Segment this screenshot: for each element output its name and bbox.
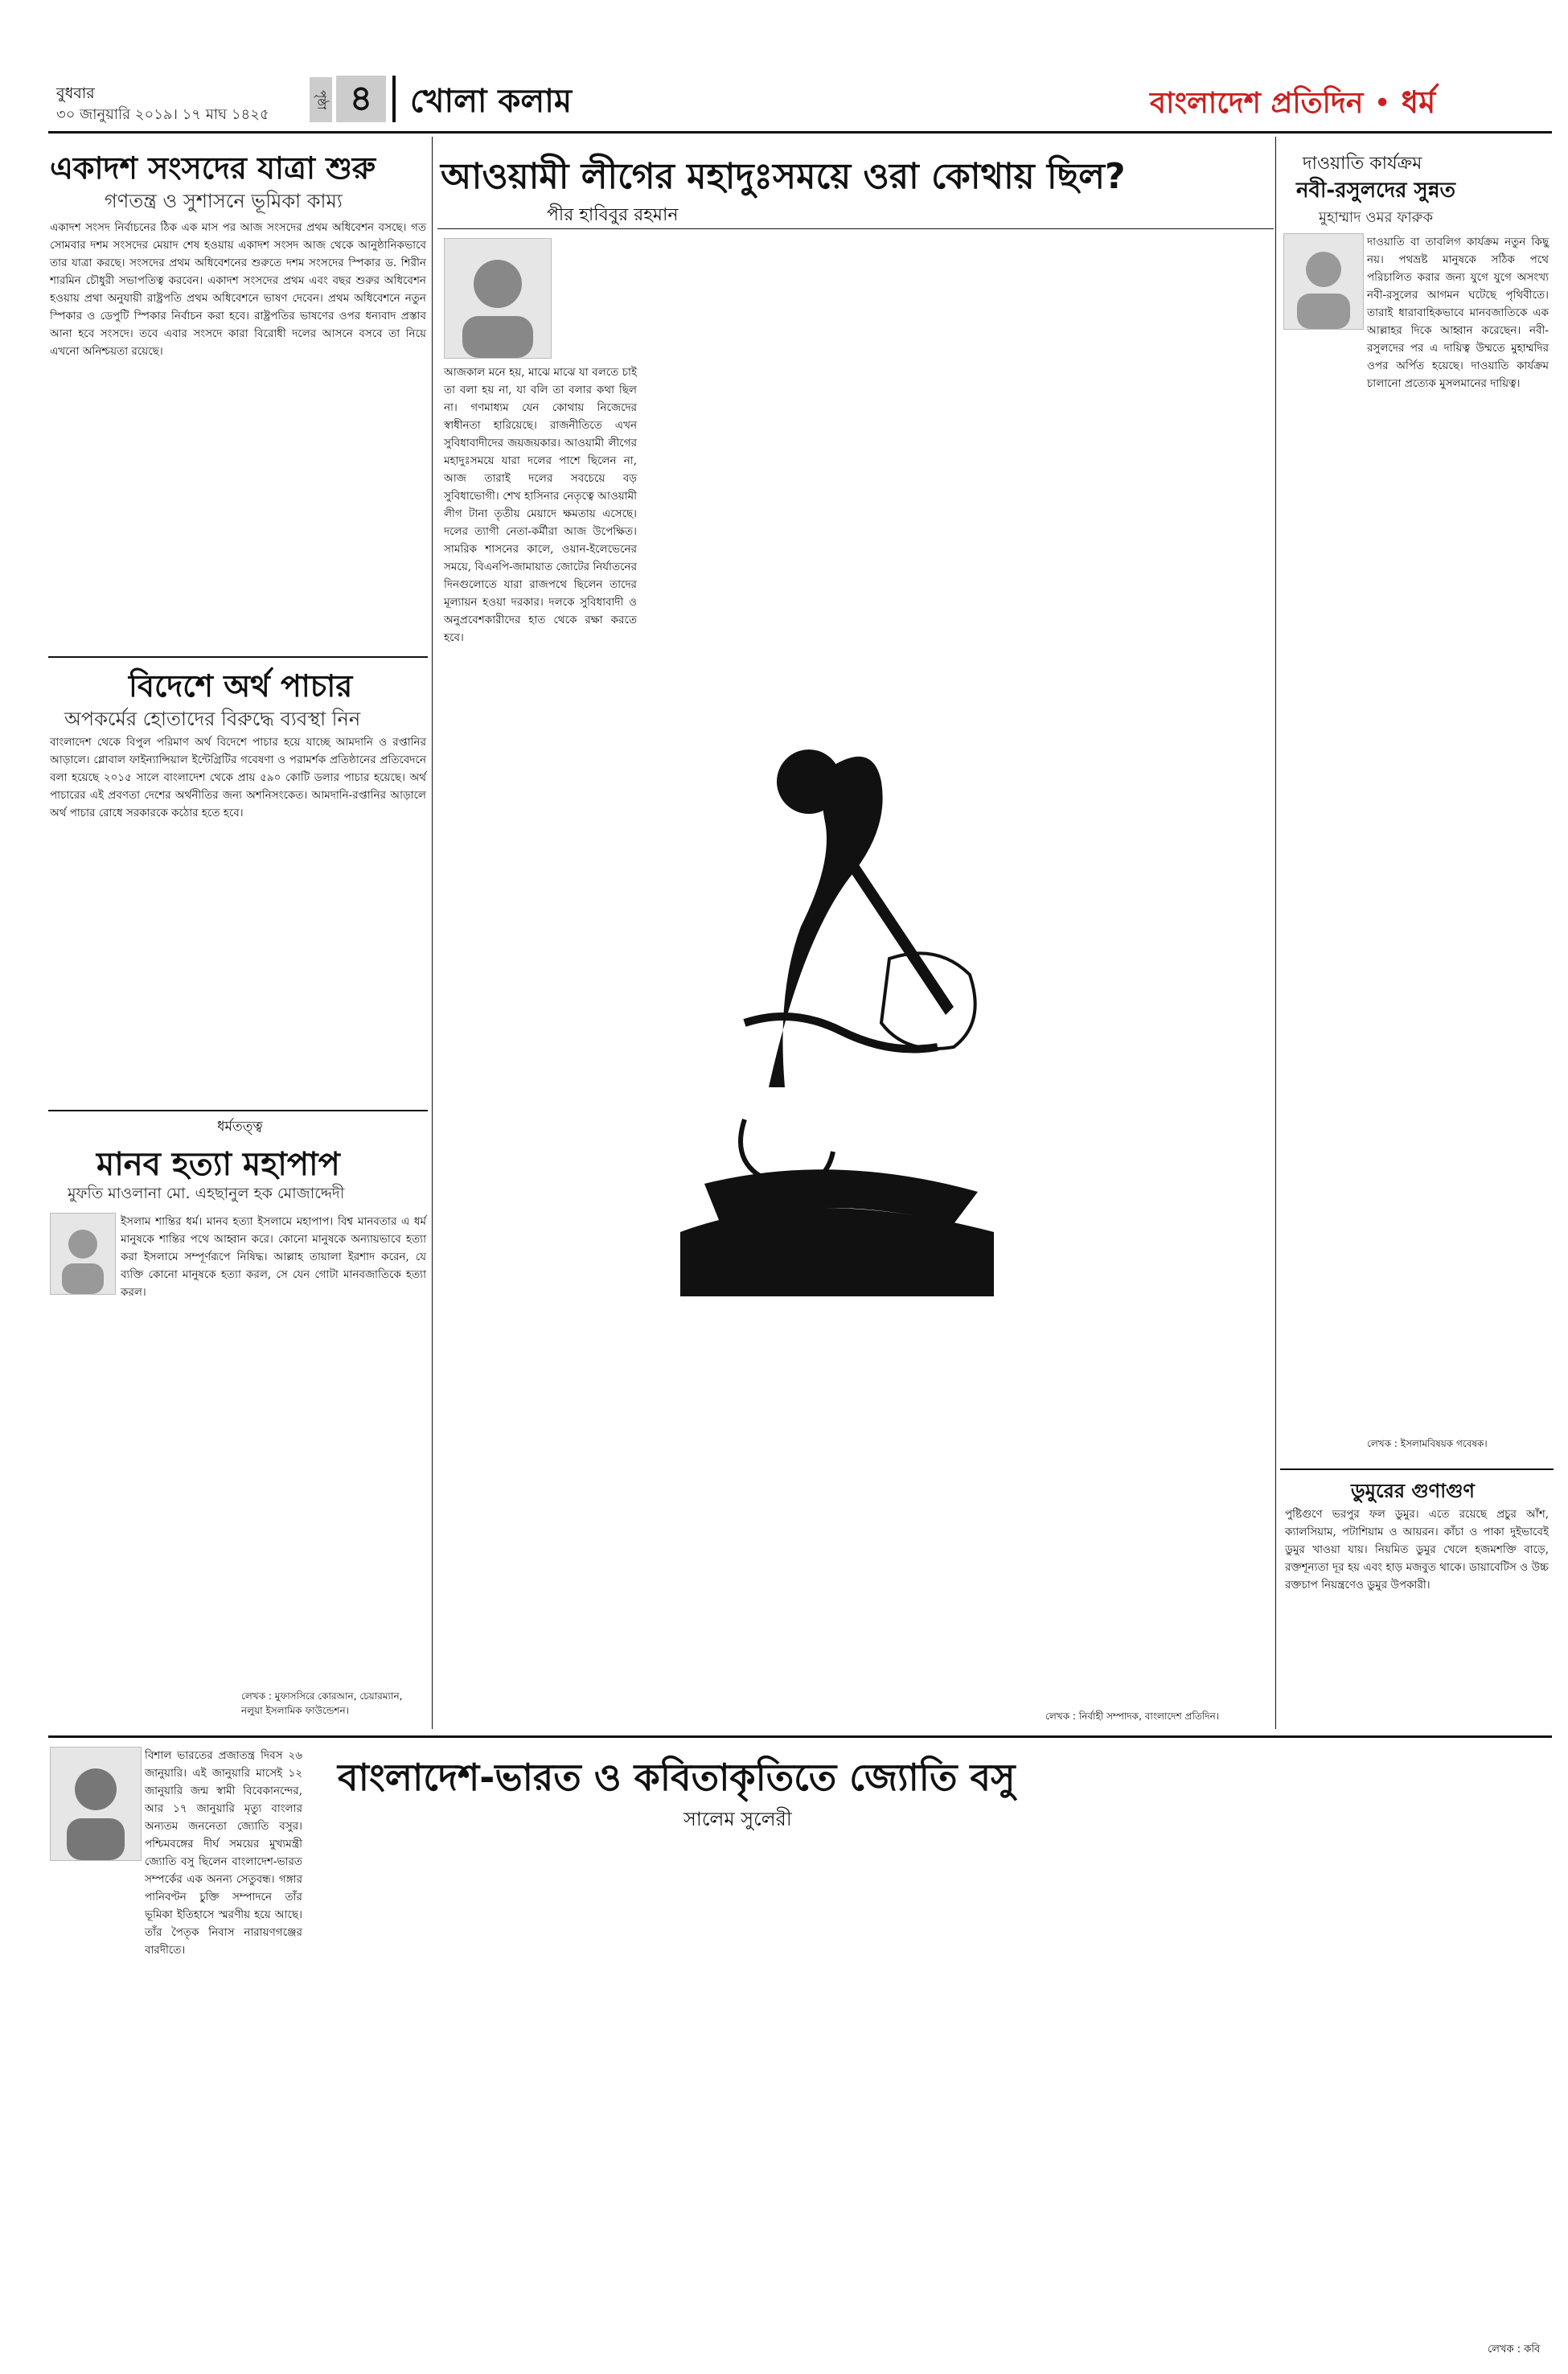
section-title: খোলা কলাম	[410, 83, 573, 120]
main-title-rule	[437, 228, 1274, 229]
bottom-article-col-1: বিশাল ভারতের প্রজাতন্ত্র দিবস ২৬ জানুয়ারি। এই জানুয়ারি মাসেই ১২ জানুয়ারি জন্ম স্বামী বিবেকানন্দের, আর ১৭ জানুয়ারি মৃত্যু বাংলার অন্যতম জননেতা জ্যোতি বসুর। পশ্চিমবঙ্গের দীর্ঘ সময়ের মুখ্যমন্ত্রী জ্যোতি বসু ছিলেন বাংলাদেশ-ভারত সম্পর্কের এক অনন্য সেতুবন্ধ। গঙ্গার পানিবণ্টন চুক্তি সম্পাদনে তাঁর ভূমিকা ইতিহাসে স্মরণীয় হয়ে আছে। তাঁর পৈতৃক নিবাস নারায়ণগঞ্জের বারদীতে।	[145, 1749, 302, 1957]
right-section-title: ধর্ম	[1401, 84, 1436, 120]
header-rule	[48, 131, 1552, 133]
brand-logo: বাংলাদেশ প্রতিদিন	[1150, 87, 1364, 120]
bottom-article-col-7	[1303, 1747, 1549, 2342]
issue-day: বুধবার	[56, 84, 95, 102]
left-column-divider	[432, 137, 433, 1729]
person-icon	[51, 1214, 115, 1294]
left-rule-2	[48, 1110, 428, 1111]
main-article-author: পীর হাবিবুর রহমান	[547, 205, 679, 225]
editorial2-title: বিদেশে অর্থ পাচার	[129, 668, 353, 704]
bottom-article-col-2	[50, 1864, 302, 2356]
person-icon	[1284, 234, 1363, 329]
religion-title: মানব হত্যা মহাপাপ	[96, 1146, 340, 1183]
bottom-article-col-6	[1053, 1842, 1295, 2356]
editorial2-subtitle: অপকর্মের হোতাদের বিরুদ্ধে ব্যবস্থা নিন	[64, 708, 361, 730]
bottom-article-author: সালেম সুলেরী	[683, 1808, 792, 1830]
bottom-rule	[48, 1735, 1552, 1738]
editorial1-subtitle: গণতন্ত্র ও সুশাসনে ভূমিকা কাম্য	[105, 190, 343, 212]
main-illustration	[648, 669, 1018, 1296]
right-top-footer: লেখক : ইসলামবিষয়ক গবেষক।	[1367, 1438, 1488, 1449]
brand-block	[1150, 79, 1552, 124]
page-label: পৃষ্ঠা	[310, 77, 332, 122]
issue-date: ৩০ জানুয়ারি ২০১৯। ১৭ মাঘ ১৪২৫	[56, 106, 269, 123]
right-top-kicker: দাওয়াতি কার্যক্রম	[1303, 154, 1422, 174]
right-top-body: দাওয়াতি বা তাবলিগ কার্যক্রম নতুন কিছু নয়। পথভ্রষ্ট মানুষকে সঠিক পথে পরিচালিত করার জন্য যুগে যুগে অসংখ্য নবী-রসুলের আগমন ঘটেছে পৃথিবীতে। তারাই ধারাবাহিকভাবে মানবজাতিকে এক আল্লাহর দিকে আহ্বান করেছেন। নবী-রসুলদের পর এ দায়িত্ব উম্মতে মুহাম্মদির ওপর অর্পিত হয়েছে। দাওয়াতি কার্যক্রম চালানো প্রত্যেক মুসলমানের দায়িত্ব।	[1367, 236, 1549, 390]
editorial1-body: একাদশ সংসদ নির্বাচনের ঠিক এক মাস পর আজ সংসদের প্রথম অধিবেশন বসছে। গত সোমবার দশম সংসদের মেয়াদ শেষ হওয়ায় একাদশ সংসদ আজ থেকে আনুষ্ঠানিকভাবে তার যাত্রা করছে। সংসদের প্রথম অধিবেশনের শুরুতে দশম সংসদের স্পিকার ড. শিরীন শারমিন চৌধুরী সভাপতিত্ব করবেন। একাদশ সংসদের প্রথম এবং বছর শুরুর অধিবেশন হওয়ায় প্রথা অনুযায়ী রাষ্ট্রপতি প্রথম অধিবেশনে ভাষণ দেবেন। প্রথম অধিবেশনে নতুন স্পিকার ও ডেপুটি স্পিকার নির্বাচন করা হবে। রাষ্ট্রপতির ভাষণের ওপর ধন্যবাদ প্রস্তাব আনা হবে সংসদে। তবে এবার সংসদে কারা বিরোধী দলের আসনে বসবে তা নিয়ে এখনো অনিশ্চয়তা রয়েছে।	[50, 221, 426, 358]
right-column-divider	[1275, 137, 1276, 1729]
right-bottom-body: পুষ্টিগুণে ভরপুর ফল ডুমুর। এতে রয়েছে প্রচুর আঁশ, ক্যালসিয়াম, পটাশিয়াম ও আয়রন। কাঁচা ও পাকা দুইভাবেই ডুমুর খাওয়া যায়। নিয়মিত ডুমুর খেলে হজমশক্তি বাড়ে, রক্তশূন্যতা দূর হয় এবং হাড় মজবুত থাকে। ডায়াবেটিস ও উচ্চ রক্তচাপ নিয়ন্ত্রণেও ডুমুর উপকারী।	[1285, 1508, 1549, 1592]
bottom-article-col-3	[310, 1842, 552, 2356]
religion-author: মুফতি মাওলানা মো. এহছানুল হক মোজাদ্দেদী	[68, 1185, 345, 1202]
religion-footer: লেখক : মুফাসসিরে কোরআন, চেয়ারম্যান, নলুয়া ইসলামিক ফাউন্ডেশন।	[241, 1690, 403, 1716]
column-label: ধর্মতত্ত্ব	[217, 1119, 263, 1135]
main-article-col-2	[563, 238, 643, 359]
right-rule	[1280, 1468, 1554, 1470]
main-article-col-1: আজকাল মনে হয়, মাঝে মাঝে যা বলতে চাই তা বলা হয় না, যা বলি তা বলার কথা ছিল না। গণমাধ্যম যেন কোথায় নিজেদের স্বাধীনতা হারিয়েছে। রাজনীতিতে এখন সুবিধাবাদীদের জয়জয়কার। আওয়ামী লীগের মহাদুঃসময়ে যারা দলের পাশে ছিলেন না, আজ তারাই দলের সবচেয়ে বড় সুবিধাভোগী। শেখ হাসিনার নেতৃত্বে আওয়ামী লীগ টানা তৃতীয় মেয়াদে ক্ষমতায় এসেছে। দলের ত্যাগী নেতা-কর্মীরা আজ উপেক্ষিত। সামরিক শাসনের কালে, ওয়ান-ইলেভেনের সময়ে, বিএনপি-জামায়াত জোটের নির্যাতনের দিনগুলোতে যারা রাজপথে ছিলেন তাদের মূল্যায়ন হওয়া দরকার। দলকে সুবিধাবাদী ও অনুপ্রবেশকারীদের হাত থেকে রক্ষা করতে হবে।	[444, 366, 637, 644]
right-top-title: নবী-রসুলদের সুন্নত	[1296, 179, 1456, 203]
bottom-article-footer: লেখক : কবি	[1488, 2343, 1541, 2356]
right-top-author-photo	[1283, 233, 1364, 330]
person-icon	[51, 1748, 141, 1860]
header-divider	[392, 76, 396, 122]
main-article-col-6	[648, 1303, 1026, 1729]
bottom-article-col-5	[806, 1842, 1047, 2356]
main-article-footer: লেখক : নির্বাহী সম্পাদক, বাংলাদেশ প্রতিদিন।	[1045, 1711, 1220, 1722]
religion-body: ইসলাম শান্তির ধর্ম। মানব হত্যা ইসলামে মহাপাপ। বিশ্ব মানবতার এ ধর্ম মানুষকে শান্তির পথে আহ্বান করে। কোনো মানুষকে অন্যায়ভাবে হত্যা করা ইসলামে সম্পূর্ণরূপে নিষিদ্ধ। আল্লাহ তায়ালা ইরশাদ করেন, যে ব্যক্তি কোনো মানুষকে হত্যা করল, সে যেন গোটা মানবজাতিকে হত্যা করল।	[121, 1215, 426, 1299]
main-article-col-4	[843, 238, 1032, 664]
editorial2-body: বাংলাদেশ থেকে বিপুল পরিমাণ অর্থ বিদেশে পাচার হয়ে যাচ্ছে আমদানি ও রপ্তানির আড়ালে। গ্লোবাল ফাইন্যান্সিয়াল ইন্টেগ্রিটির গবেষণা ও পরামর্শক প্রতিষ্ঠানের প্রতিবেদনে বলা হয়েছে ২০১৫ সালে বাংলাদেশ থেকে প্রায় ৫৯০ কোটি ডলার পাচার হয়েছে। অর্থ পাচারের এই প্রবণতা দেশের অর্থনীতির জন্য অশনিসংকেত। আমদানি-রপ্তানির আড়ালে অর্থ পাচার রোধে সরকারকে কঠোর হতে হবে।	[50, 736, 426, 819]
main-article-title: আওয়ামী লীগের মহাদুঃসময়ে ওরা কোথায় ছিল?	[441, 156, 1126, 197]
page-number: ৪	[336, 76, 386, 122]
bottom-author-photo	[50, 1747, 142, 1861]
left-rule-1	[48, 656, 428, 658]
person-icon	[445, 239, 551, 358]
editorial1-title: একাদশ সংসদের যাত্রা শুরু	[50, 150, 376, 186]
masthead	[0, 71, 1568, 129]
right-top-author: মুহাম্মাদ ওমর ফারুক	[1319, 209, 1434, 226]
boat-silhouette-illustration	[648, 669, 1018, 1296]
main-article-col-5	[1037, 238, 1270, 1726]
main-author-photo	[444, 238, 552, 359]
bottom-article-col-4	[558, 1842, 799, 2356]
right-bottom-title: ডুমুরের গুণাগুণ	[1351, 1480, 1475, 1502]
bottom-article-title: বাংলাদেশ-ভারত ও কবিতাকৃতিতে জ্যোতি বসু	[338, 1756, 1016, 1799]
religion-author-photo	[50, 1213, 116, 1295]
brand-bullet: •	[1373, 87, 1391, 120]
